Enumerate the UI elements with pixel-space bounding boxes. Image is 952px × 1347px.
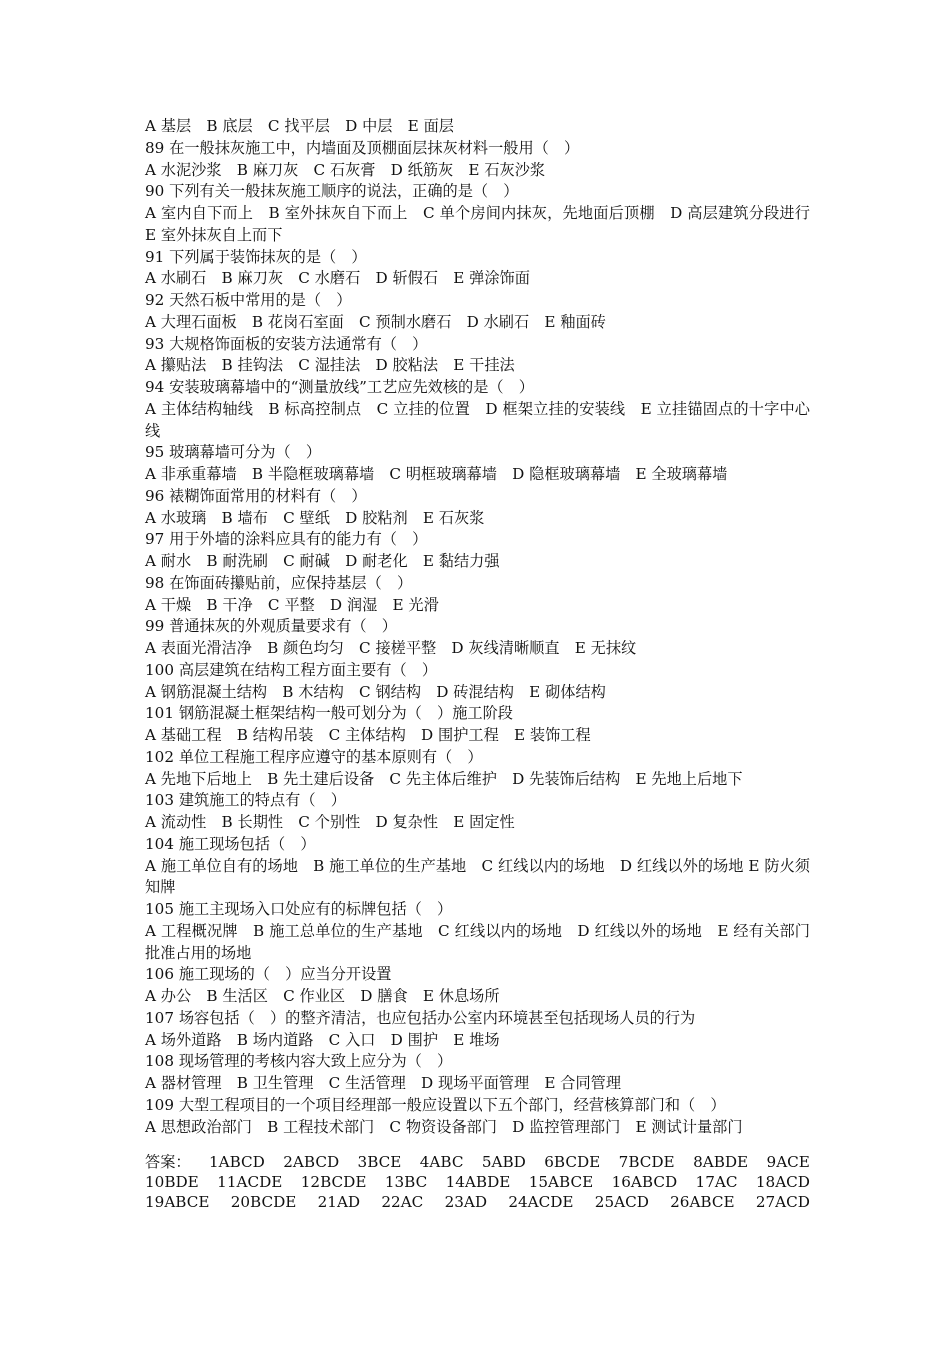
question-line: 95 玻璃幕墙可分为（ ） [145,443,322,462]
answer-item: 14ABDE [445,1173,511,1192]
answer-row-3 [145,1192,810,1212]
answer-item: 20BCDE [230,1193,297,1212]
option-line: A 流动性 B 长期性 C 个别性 D 复杂性 E 固定性 [145,813,515,831]
document-page [145,116,826,1212]
answer-item: 4ABC [419,1153,464,1172]
question-line: 102 单位工程施工程序应遵守的基本原则有（ ） [145,747,483,766]
question-line: 99 普通抹灰的外观质量要求有（ ） [145,617,397,636]
question-line: 93 大规格饰面板的安装方法通常有（ ） [145,334,428,353]
answer-item: 7BCDE [618,1153,675,1172]
answer-item: 16ABCD [611,1173,678,1192]
question-line: 90 下列有关一般抹灰施工顺序的说法，正确的是（ ） [145,182,519,201]
answer-row-1 [145,1152,810,1172]
option-line: A 主体结构轴线 B 标高控制点 C 立挂的位置 D 框架立挂的安装线 E 立挂锚固点的十字中心线 [145,399,810,440]
answer-item: 2ABCD [283,1153,340,1172]
option-line: A 基层 B 底层 C 找平层 D 中层 E 面层 [145,117,454,135]
question-line: 98 在饰面砖攥贴前，应保持基层（ ） [145,573,413,592]
question-line: 106 施工现场的（ ）应当分开设置 [145,965,392,984]
question-line: 104 施工现场包括（ ） [145,834,316,853]
option-line: A 非承重幕墙 B 半隐框玻璃幕墙 C 明框玻璃幕墙 D 隐框玻璃幕墙 E 全玻璃幕墙 [145,465,728,483]
question-line: 101 钢筋混凝土框架结构一般可划分为（ ）施工阶段 [145,704,513,723]
option-line: A 室内自下而上 B 室外抹灰自下而上 C 单个房间内抹灰，先地面后顶棚 D 高层建筑分段进行 E 室外抹灰自上而下 [145,204,826,244]
question-line: 109 大型工程项目的一个项目经理部一般应设置以下五个部门，经营核算部门和（ ） [145,1095,726,1114]
answer-item: 6BCDE [544,1153,601,1172]
option-line: A 器材管理 B 卫生管理 C 生活管理 D 现场平面管理 E 合同管理 [145,1074,622,1092]
question-line: 97 用于外墙的涂料应具有的能力有（ ） [145,530,428,549]
answer-item: 25ACD [594,1193,649,1212]
answer-key [145,1152,810,1212]
option-line: A 表面光滑洁净 B 颜色均匀 C 接槎平整 D 灰线清晰顺直 E 无抹纹 [145,639,637,657]
answer-item: 11ACDE [217,1173,283,1192]
answer-item: 22AC [381,1193,424,1212]
option-line: A 水玻璃 B 墙布 C 壁纸 D 胶粘剂 E 石灰浆 [145,508,485,527]
option-line: A 思想政治部门 B 工程技术部门 C 物资设备部门 D 监控管理部门 E 测试计量部门 [145,1117,743,1136]
option-line: A 钢筋混凝土结构 B 木结构 C 钢结构 D 砖混结构 E 砌体结构 [145,682,606,701]
answer-item: 24ACDE [508,1193,574,1212]
question-line: 94 安装玻璃幕墙中的“测量放线”工艺应先效核的是（ ） [145,378,534,396]
option-line: A 基础工程 B 结构吊装 C 主体结构 D 围护工程 E 装饰工程 [145,726,591,744]
question-list [145,116,826,1138]
question-line: 96 裱糊饰面常用的材料有（ ） [145,486,367,505]
answer-item: 15ABCE [528,1173,594,1192]
answer-item: 17AC [695,1173,738,1192]
answer-item: 13BC [384,1173,428,1192]
option-line: A 施工单位自有的场地 B 施工单位的生产基地 C 红线以内的场地 D 红线以外的场地 E 防火须知牌 [145,856,810,897]
answer-item: 18ACD [755,1173,810,1192]
answer-item: 19ABCE [145,1193,210,1212]
question-line: 108 现场管理的考核内容大致上应分为（ ） [145,1052,453,1071]
question-line: 105 施工主现场入口处应有的标牌包括（ ） [145,900,453,918]
option-line: A 水刷石 B 麻刀灰 C 水磨石 D 斩假石 E 弹涂饰面 [145,269,530,288]
question-line: 107 场容包括（ ）的整齐清洁，也应包括办公室内环境甚至包括现场人员的行为 [145,1008,696,1027]
option-line: A 水泥沙浆 B 麻刀灰 C 石灰膏 D 纸筋灰 E 石灰沙浆 [145,160,546,179]
answer-row-2 [145,1172,810,1192]
answer-item: 1ABCD [208,1153,265,1172]
answer-item: 26ABCE [670,1193,735,1212]
option-line: A 场外道路 B 场内道路 C 入口 D 围护 E 堆场 [145,1030,500,1049]
answer-item: 23AD [444,1193,488,1212]
answer-item: 3BCE [357,1153,402,1172]
question-line: 103 建筑施工的特点有（ ） [145,791,346,810]
question-line: 92 天然石板中常用的是（ ） [145,291,352,309]
option-line: A 大理石面板 B 花岗石室面 C 预制水磨石 D 水刷石 E 釉面砖 [145,312,606,331]
option-line: A 工程概况牌 B 施工总单位的生产基地 C 红线以内的场地 D 红线以外的场地 E 经有关部门批准占用的场地 [145,921,810,962]
answer-item: 10BDE [145,1173,199,1192]
answer-item: 27ACD [755,1193,810,1212]
option-line: A 攥贴法 B 挂钩法 C 湿挂法 D 胶粘法 E 干挂法 [145,356,515,375]
option-line: A 办公 B 生活区 C 作业区 D 膳食 E 休息场所 [145,987,500,1005]
answer-item: 12BCDE [300,1173,367,1192]
answer-item: 21AD [317,1193,361,1212]
answer-label: 答案： [145,1153,191,1172]
answer-item: 8ABDE [693,1153,749,1172]
option-line: A 干燥 B 干净 C 平整 D 润湿 E 光滑 [145,595,439,614]
answer-item: 9ACE [766,1153,810,1172]
question-line: 89 在一般抹灰施工中，内墙面及顶棚面层抹灰材料一般用（ ） [145,138,580,157]
option-line: A 先地下后地上 B 先土建后设备 C 先主体后维护 D 先装饰后结构 E 先地上后地下 [145,769,743,788]
option-line: A 耐水 B 耐洗刷 C 耐碱 D 耐老化 E 黏结力强 [145,552,500,570]
question-line: 91 下列属于装饰抹灰的是（ ） [145,247,367,266]
answer-item: 5ABD [481,1153,526,1172]
question-line: 100 高层建筑在结构工程方面主要有（ ） [145,660,438,679]
